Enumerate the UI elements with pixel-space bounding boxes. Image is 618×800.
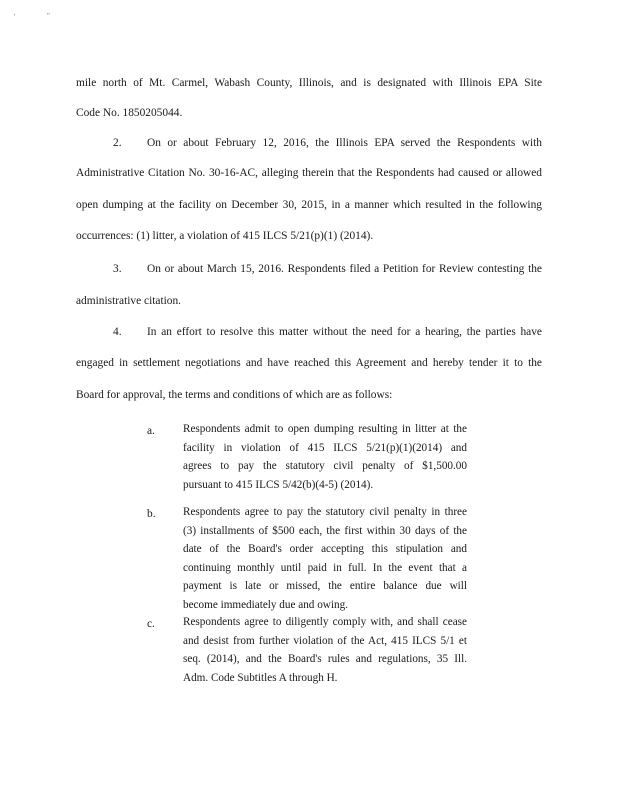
paragraph-line: Administrative Citation No. 30-16-AC, alleging therein that the Respondents had caused or allowed: [76, 167, 542, 179]
subitem-line: payment is late or missed, the entire balance due will: [183, 580, 467, 593]
subitem-text: [183, 503, 467, 615]
subitem-line: pursuant to 415 ILCS 5/42(b)(4-5) (2014).: [183, 478, 374, 491]
subitem-letter: c.: [147, 618, 155, 630]
paragraph-line: engaged in settlement negotiations and have reached this Agreement and hereby tender it to the: [76, 357, 542, 369]
subitem-letter: a.: [147, 425, 155, 437]
paragraph-line: occurrences: (1) litter, a violation of 415 ILCS 5/21(p)(1) (2014).: [76, 230, 374, 242]
subitem-text: [183, 420, 467, 494]
scan-speck: ': [14, 13, 16, 21]
subitem-line: Adm. Code Subtitles A through H.: [183, 671, 338, 684]
paragraph-line: Board for approval, the terms and conditions of which are as follows:: [76, 389, 393, 401]
subitem-line: become immediately due and owing.: [183, 598, 348, 611]
subitem-line: continuing monthly until paid in full. In the event that a: [183, 561, 467, 574]
paragraph-number: 3.: [113, 263, 122, 275]
subitem-line: seq. (2014), and the Board's rules and regulations, 35 Ill.: [183, 653, 467, 666]
subitem-line: facility in violation of 415 ILCS 5/21(p)(1)(2014) and: [183, 441, 467, 454]
paragraph-line: On or about February 12, 2016, the Illinois EPA served the Respondents with: [147, 137, 542, 149]
paragraph-line: In an effort to resolve this matter without the need for a hearing, the parties have: [147, 326, 542, 338]
subitem-line: Respondents agree to diligently comply with, and shall cease: [183, 616, 467, 628]
paragraph-line: open dumping at the facility on December 30, 2015, in a manner which resulted in the following: [76, 199, 542, 211]
paragraph-line: On or about March 15, 2016. Respondents filed a Petition for Review contesting the: [147, 263, 542, 275]
intro-line: Code No. 1850205044.: [76, 107, 183, 119]
subitem-line: (3) installments of $500 each, the first within 30 days of the: [183, 524, 467, 537]
paragraph-number: 4.: [113, 326, 122, 338]
subitem-letter: b.: [147, 508, 156, 520]
paragraph-line: administrative citation.: [76, 295, 182, 307]
paragraph-number: 2.: [113, 137, 122, 149]
scan-speck: ": [47, 12, 50, 20]
intro-line: mile north of Mt. Carmel, Wabash County, Illinois, and is designated with Illinois EPA Site: [76, 77, 542, 89]
subitem-line: agrees to pay the statutory civil penalty of $1,500.00: [183, 460, 467, 473]
subitem-text: [183, 613, 467, 687]
subitem-line: and desist from further violation of the Act, 415 ILCS 5/1 et: [183, 634, 467, 647]
subitem-line: date of the Board's order accepting this stipulation and: [183, 543, 467, 556]
subitem-line: Respondents admit to open dumping resulting in litter at the: [183, 423, 467, 435]
subitem-line: Respondents agree to pay the statutory civil penalty in three: [183, 506, 467, 518]
